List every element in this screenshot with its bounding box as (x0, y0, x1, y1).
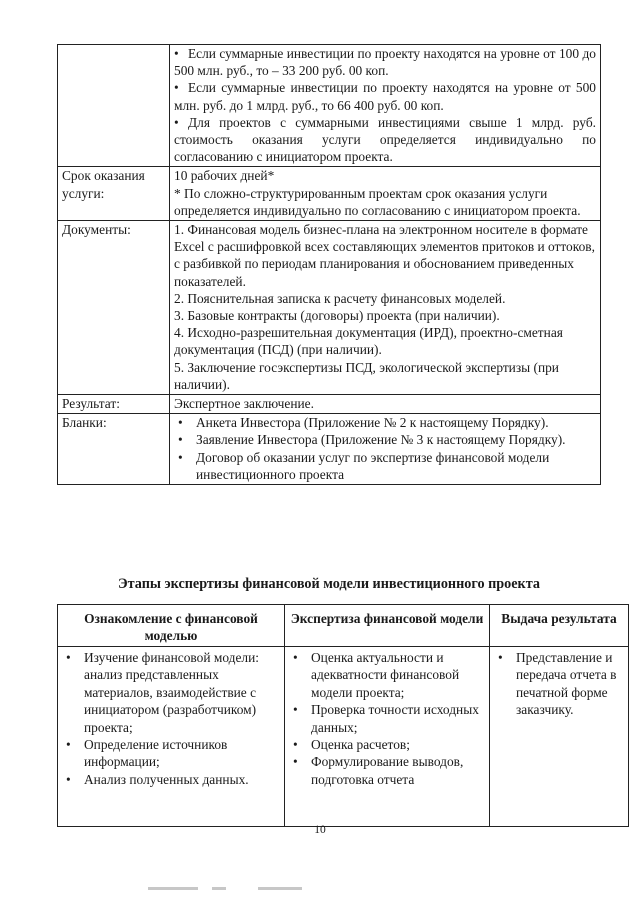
forms-label: Бланки: (58, 414, 170, 485)
stage-cell-familiarization (58, 647, 285, 827)
scan-artifact (212, 887, 226, 890)
list-item: • Представление и передача отчета в печатной форме заказчику. (498, 650, 617, 718)
list-item: • Определение источников информации; (66, 737, 228, 770)
documents-label: Документы: (58, 221, 170, 395)
bullet-icon: • (66, 650, 71, 665)
list-item: • Формулирование выводов, подготовка отчета (293, 754, 464, 787)
list-item: 3. Базовые контракты (договоры) проекта (при наличии). (174, 308, 500, 324)
list-item: 2. Пояснительная записка к расчету финансовых моделей. (174, 290, 506, 306)
stages-body-row (58, 647, 629, 827)
column-header: Ознакомление с финансовой моделью (58, 605, 285, 647)
bullet-icon: • (498, 650, 503, 665)
stages-table (57, 604, 629, 827)
documents-row (58, 221, 601, 395)
term-value: 10 рабочих дней* * По сложно-структурированным проектам срок оказания услуги определяется индивидуально по согласованию с инициатором проекта. (170, 167, 601, 221)
list-item: • Оценка расчетов; (293, 737, 410, 753)
column-header: Выдача результата (490, 605, 629, 647)
list-item: 5. Заключение госэкспертизы ПСД, экологической экспертизы (при наличии). (174, 359, 559, 392)
list-item: • Анкета Инвестора (Приложение № 2 к настоящему Порядку). (178, 415, 549, 431)
result-value: Экспертное заключение. (170, 395, 601, 414)
stages-header-row (58, 605, 629, 647)
bullet-icon: • (174, 46, 179, 61)
bullet-icon: • (178, 415, 183, 431)
bullet-icon: • (174, 114, 179, 130)
list-item: • Проверка точности исходных данных; (293, 702, 479, 735)
bullet-icon: • (178, 432, 183, 448)
forms-list (170, 414, 601, 485)
column-header: Экспертиза финансовой модели (285, 605, 490, 647)
list-item: • Для проектов с суммарными инвестициями свыше 1 млрд. руб. стоимость оказания услуги определяется индивидуально по согласованию с инициатором проекта. (174, 114, 596, 165)
bullet-icon: • (66, 771, 71, 787)
stage-cell-expertise (285, 647, 490, 827)
bullet-icon: • (293, 650, 298, 665)
list-item: 1. Финансовая модель бизнес-плана на электронном носителе в формате Excel с расшифровкой всех составляющих элементов притоков и оттоков, с разбивкой по периодам планирования и обоснованием приведенных показателей. (174, 222, 595, 289)
list-item: • Заявление Инвестора (Приложение № 3 к настоящему Порядку). (178, 432, 566, 448)
service-info-table (57, 44, 601, 485)
price-continuation-cell (170, 45, 601, 167)
list-item: • Анализ полученных данных. (66, 771, 249, 787)
scan-artifact (148, 887, 198, 890)
scan-artifact (258, 887, 302, 890)
price-continuation-row (58, 45, 601, 167)
term-label: Срок оказания услуги: (58, 167, 170, 221)
bullet-icon: • (293, 754, 298, 770)
result-row (58, 395, 601, 414)
empty-label-cell (58, 45, 170, 167)
bullet-icon: • (293, 702, 298, 718)
bullet-icon: • (174, 80, 179, 96)
list-item: • Если суммарные инвестиции по проекту находятся на уровне от 100 до 500 млн. руб., то – 33 200 руб. 00 коп. (174, 46, 596, 79)
bullet-icon: • (293, 737, 298, 753)
stage-cell-result (490, 647, 629, 827)
list-item: • Оценка актуальности и адекватности финансовой модели проекта; (293, 650, 460, 700)
list-item: • Если суммарные инвестиции по проекту находятся на уровне от 500 млн. руб. до 1 млрд. руб., то 66 400 руб. 00 коп. (174, 80, 596, 113)
term-row (58, 167, 601, 221)
forms-row (58, 414, 601, 485)
bullet-icon: • (178, 449, 183, 465)
list-item: • Договор об оказании услуг по экспертизе финансовой модели инвестиционного проекта (178, 449, 550, 482)
page-number: 10 (314, 824, 326, 836)
bullet-icon: • (66, 737, 71, 753)
list-item: 4. Исходно-разрешительная документация (ИРД), проектно-сметная документация (ПСД) (при наличии). (174, 325, 563, 358)
list-item: • Изучение финансовой модели: анализ представленных материалов, взаимодействие с инициатором (разработчиком) проекта; (66, 650, 259, 735)
documents-list (170, 221, 601, 395)
result-label: Результат: (58, 395, 170, 414)
section-title: Этапы экспертизы финансовой модели инвестиционного проекта (118, 576, 540, 592)
